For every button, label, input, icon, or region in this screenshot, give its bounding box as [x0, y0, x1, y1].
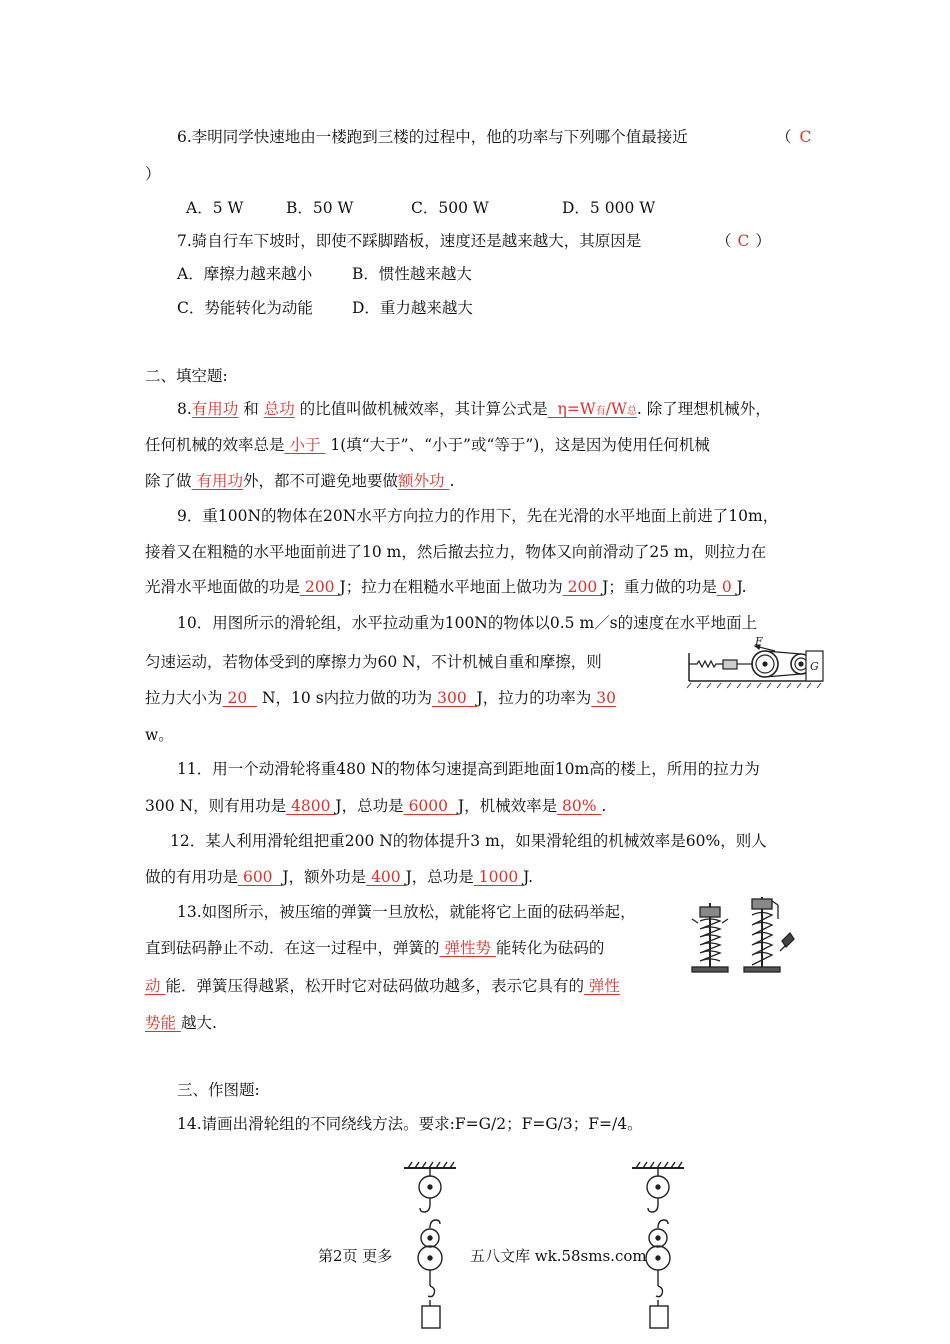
- q13-line1: 13.如图所示，被压缩的弹簧一旦放松，就能将它上面的砝码举起，: [177, 903, 636, 921]
- q9-text: J；拉力在粗糙水平地面上做功为: [339, 578, 563, 596]
- q8-text: 的比值叫做机械效率，其计算公式是: [299, 400, 548, 418]
- q8-line1: [177, 399, 771, 422]
- q9-text: J.: [736, 578, 747, 596]
- q10-line4: w。: [145, 726, 174, 744]
- q10-answer-3: [591, 689, 616, 707]
- fig-label-f: F: [755, 635, 763, 648]
- q13-text: 直到砝码静止不动．在这一过程中，弹簧的: [145, 939, 440, 957]
- q13-answer-3a: [584, 977, 620, 995]
- q6-stem-line: [177, 127, 688, 147]
- q8-answer-2: 总功: [263, 400, 295, 418]
- q10-text: N，10 s内拉力做的功为: [261, 689, 433, 707]
- q6-answer-paren: [776, 127, 811, 147]
- q11-text: J，总功是: [335, 797, 404, 815]
- q9-answer-3: [717, 578, 737, 596]
- q11-text: 300 N，则有用功是: [145, 797, 287, 815]
- q12-answer-3-text: 1000: [478, 868, 519, 886]
- fig-label-g: G: [810, 660, 819, 673]
- q6-option-d: D．5 000 W: [562, 199, 656, 217]
- q13-answer-2: [145, 977, 165, 995]
- q12-answer-2-text: 400: [371, 868, 401, 886]
- q11-line2: [145, 796, 606, 816]
- spring-figure: [688, 893, 808, 978]
- q13-text: 越大.: [180, 1014, 217, 1032]
- q9-line1: 9．重100N的物体在20N水平方向拉力的作用下，先在光滑的水平地面上前进了10m，: [177, 507, 779, 525]
- q9-answer-2: [563, 578, 602, 596]
- q10-answer-1-text: 20: [227, 689, 248, 707]
- q7-option-a: A．摩擦力越来越小: [177, 265, 313, 283]
- q7-paren-close: ）: [755, 232, 771, 250]
- q9-answer-1-text: 200: [304, 578, 335, 596]
- q8-text: 8.: [177, 400, 192, 418]
- q6-stem: 6.李明同学快速地由一楼跑到三楼的过程中，他的功率与下列哪个值最接近: [177, 128, 688, 146]
- q7-option-d: D．重力越来越大: [352, 299, 473, 317]
- q9-answer-3-text: 0: [721, 578, 732, 596]
- q14-stem: 14.请画出滑轮组的不同绕线方法。要求:F=G/2；F=G/3；F=/4。: [177, 1115, 643, 1133]
- q8-line2: [145, 435, 710, 455]
- q9-answer-2-text: 200: [567, 578, 598, 596]
- q6-paren-close: ）: [145, 165, 161, 183]
- section3-heading: 三、作图题:: [177, 1081, 260, 1099]
- q8-answer-4-text: 小于: [289, 436, 321, 454]
- q8-formula-sub2: 总: [626, 406, 637, 417]
- q13-text: 能转化为砝码的: [495, 939, 605, 957]
- q13-answer-1: [440, 939, 496, 957]
- q13-text: 能．弹簧压得越紧，松开时它对砝码做功越多，表示它具有的: [165, 977, 584, 995]
- q13-line4: [145, 1013, 217, 1033]
- q9-answer-1: [300, 578, 339, 596]
- q8-line3: [145, 471, 454, 491]
- q11-answer-3-text: 80%: [562, 797, 597, 815]
- q10-line1: 10．用图所示的滑轮组，水平拉动重为100N的物体以0.5 m／s的速度在水平地面上: [177, 614, 758, 632]
- q13-answer-2-text: 动: [145, 977, 161, 995]
- footer-site-label: 五八文库 wk.58sms.com: [470, 1247, 647, 1265]
- q7-stem: 7.骑自行车下坡时，即使不踩脚踏板，速度还是越来越大，其原因是: [177, 232, 642, 250]
- q11-line1: 11．用一个动滑轮将重480 N的物体匀速提高到距地面10m高的楼上，所用的拉力为: [177, 760, 760, 778]
- q8-text: 1(填“大于”、“小于”或“等于”)，这是因为使用任何机械: [330, 436, 710, 454]
- q11-answer-1-text: 4800: [291, 797, 331, 815]
- q12-text: J，总功是: [405, 868, 474, 886]
- q12-line1: 12．某人利用滑轮组把重200 N的物体提升3 m，如果滑轮组的机械效率是60%，则人: [170, 832, 767, 850]
- section2-heading: 二、填空题:: [145, 367, 228, 385]
- q10-answer-2: [432, 689, 476, 707]
- q10-line2: 匀速运动，若物体受到的摩擦力为60 N，不计机械自重和摩擦，则: [145, 653, 602, 671]
- q13-answer-3b: [145, 1014, 181, 1032]
- q8-answer-6-text: 额外功: [397, 472, 445, 490]
- q6-paren-open: （: [776, 128, 792, 146]
- q11-text: .: [601, 797, 607, 815]
- q11-answer-2-text: 6000: [408, 797, 449, 815]
- q8-text: 外，都不可避免地要做: [242, 472, 398, 490]
- q12-answer-2: [366, 868, 405, 886]
- q7-paren-open: （: [716, 232, 732, 250]
- q9-line3: [145, 577, 747, 597]
- pulley-horizontal-figure: [683, 633, 833, 691]
- q8-text: 除了做: [145, 472, 192, 490]
- q10-line3: [145, 688, 616, 708]
- q12-line2: [145, 867, 533, 887]
- q9-text: 光滑水平地面做的功是: [145, 578, 301, 596]
- q8-text: 和: [243, 400, 259, 418]
- q6-option-a: A．5 W: [186, 199, 244, 217]
- q11-text: J，机械效率是: [457, 797, 558, 815]
- q8-formula-mid: /W: [605, 400, 627, 418]
- q13-answer-1-text: 弹性势: [444, 939, 491, 957]
- q12-text: J.: [523, 868, 534, 886]
- q8-answer-1: 有用功: [191, 400, 239, 418]
- footer-page-label: 第2页 更多: [318, 1247, 393, 1265]
- q8-text: . 除了理想机械外，: [636, 400, 771, 418]
- q12-text: J，额外功是: [282, 868, 367, 886]
- q8-answer-5: [192, 472, 243, 490]
- q13-line2: [145, 938, 604, 958]
- q8-answer-3: [548, 400, 637, 418]
- q10-text: J，拉力的功率为: [476, 689, 592, 707]
- q6-answer: C: [799, 128, 812, 146]
- q8-formula-w: η=W: [557, 400, 596, 418]
- q12-answer-3: [474, 868, 523, 886]
- q9-line2: 接着又在粗糙的水平地面前进了10 m，然后撤去拉力，物体又向前滑动了25 m，则拉力在: [145, 543, 767, 561]
- q13-answer-3a-text: 弹性: [588, 977, 620, 995]
- q12-text: 做的有用功是: [145, 868, 239, 886]
- q6-option-c: C．500 W: [411, 199, 489, 217]
- q10-answer-1: [223, 689, 258, 707]
- q11-answer-2: [404, 797, 458, 815]
- q7-option-c: C．势能转化为动能: [177, 299, 313, 317]
- q7-answer: C: [737, 232, 750, 250]
- q9-text: J；重力做的功是: [602, 578, 717, 596]
- q8-text: 任何机械的效率总是: [145, 436, 285, 454]
- q10-answer-2-text: 300: [437, 689, 467, 707]
- q8-answer-6: [398, 472, 449, 490]
- q12-answer-1: [238, 868, 282, 886]
- q7-option-b: B．惯性越来越大: [352, 265, 472, 283]
- q11-answer-1: [286, 797, 335, 815]
- q8-formula-sub1: 有: [595, 406, 606, 417]
- q10-answer-3-text: 30: [596, 689, 616, 707]
- q6-option-b: B．50 W: [286, 199, 354, 217]
- q11-answer-3: [557, 797, 601, 815]
- q12-answer-1-text: 600: [242, 868, 273, 886]
- q8-answer-4: [285, 436, 326, 454]
- q13-line3: [145, 976, 620, 996]
- q13-answer-3b-text: 势能: [145, 1014, 177, 1032]
- q8-answer-5-text: 有用功: [196, 472, 243, 490]
- pulley-figure-left: [400, 1160, 460, 1344]
- q7-answer-paren: [716, 231, 771, 251]
- q10-text: 拉力大小为: [145, 689, 223, 707]
- q8-text: .: [449, 472, 455, 490]
